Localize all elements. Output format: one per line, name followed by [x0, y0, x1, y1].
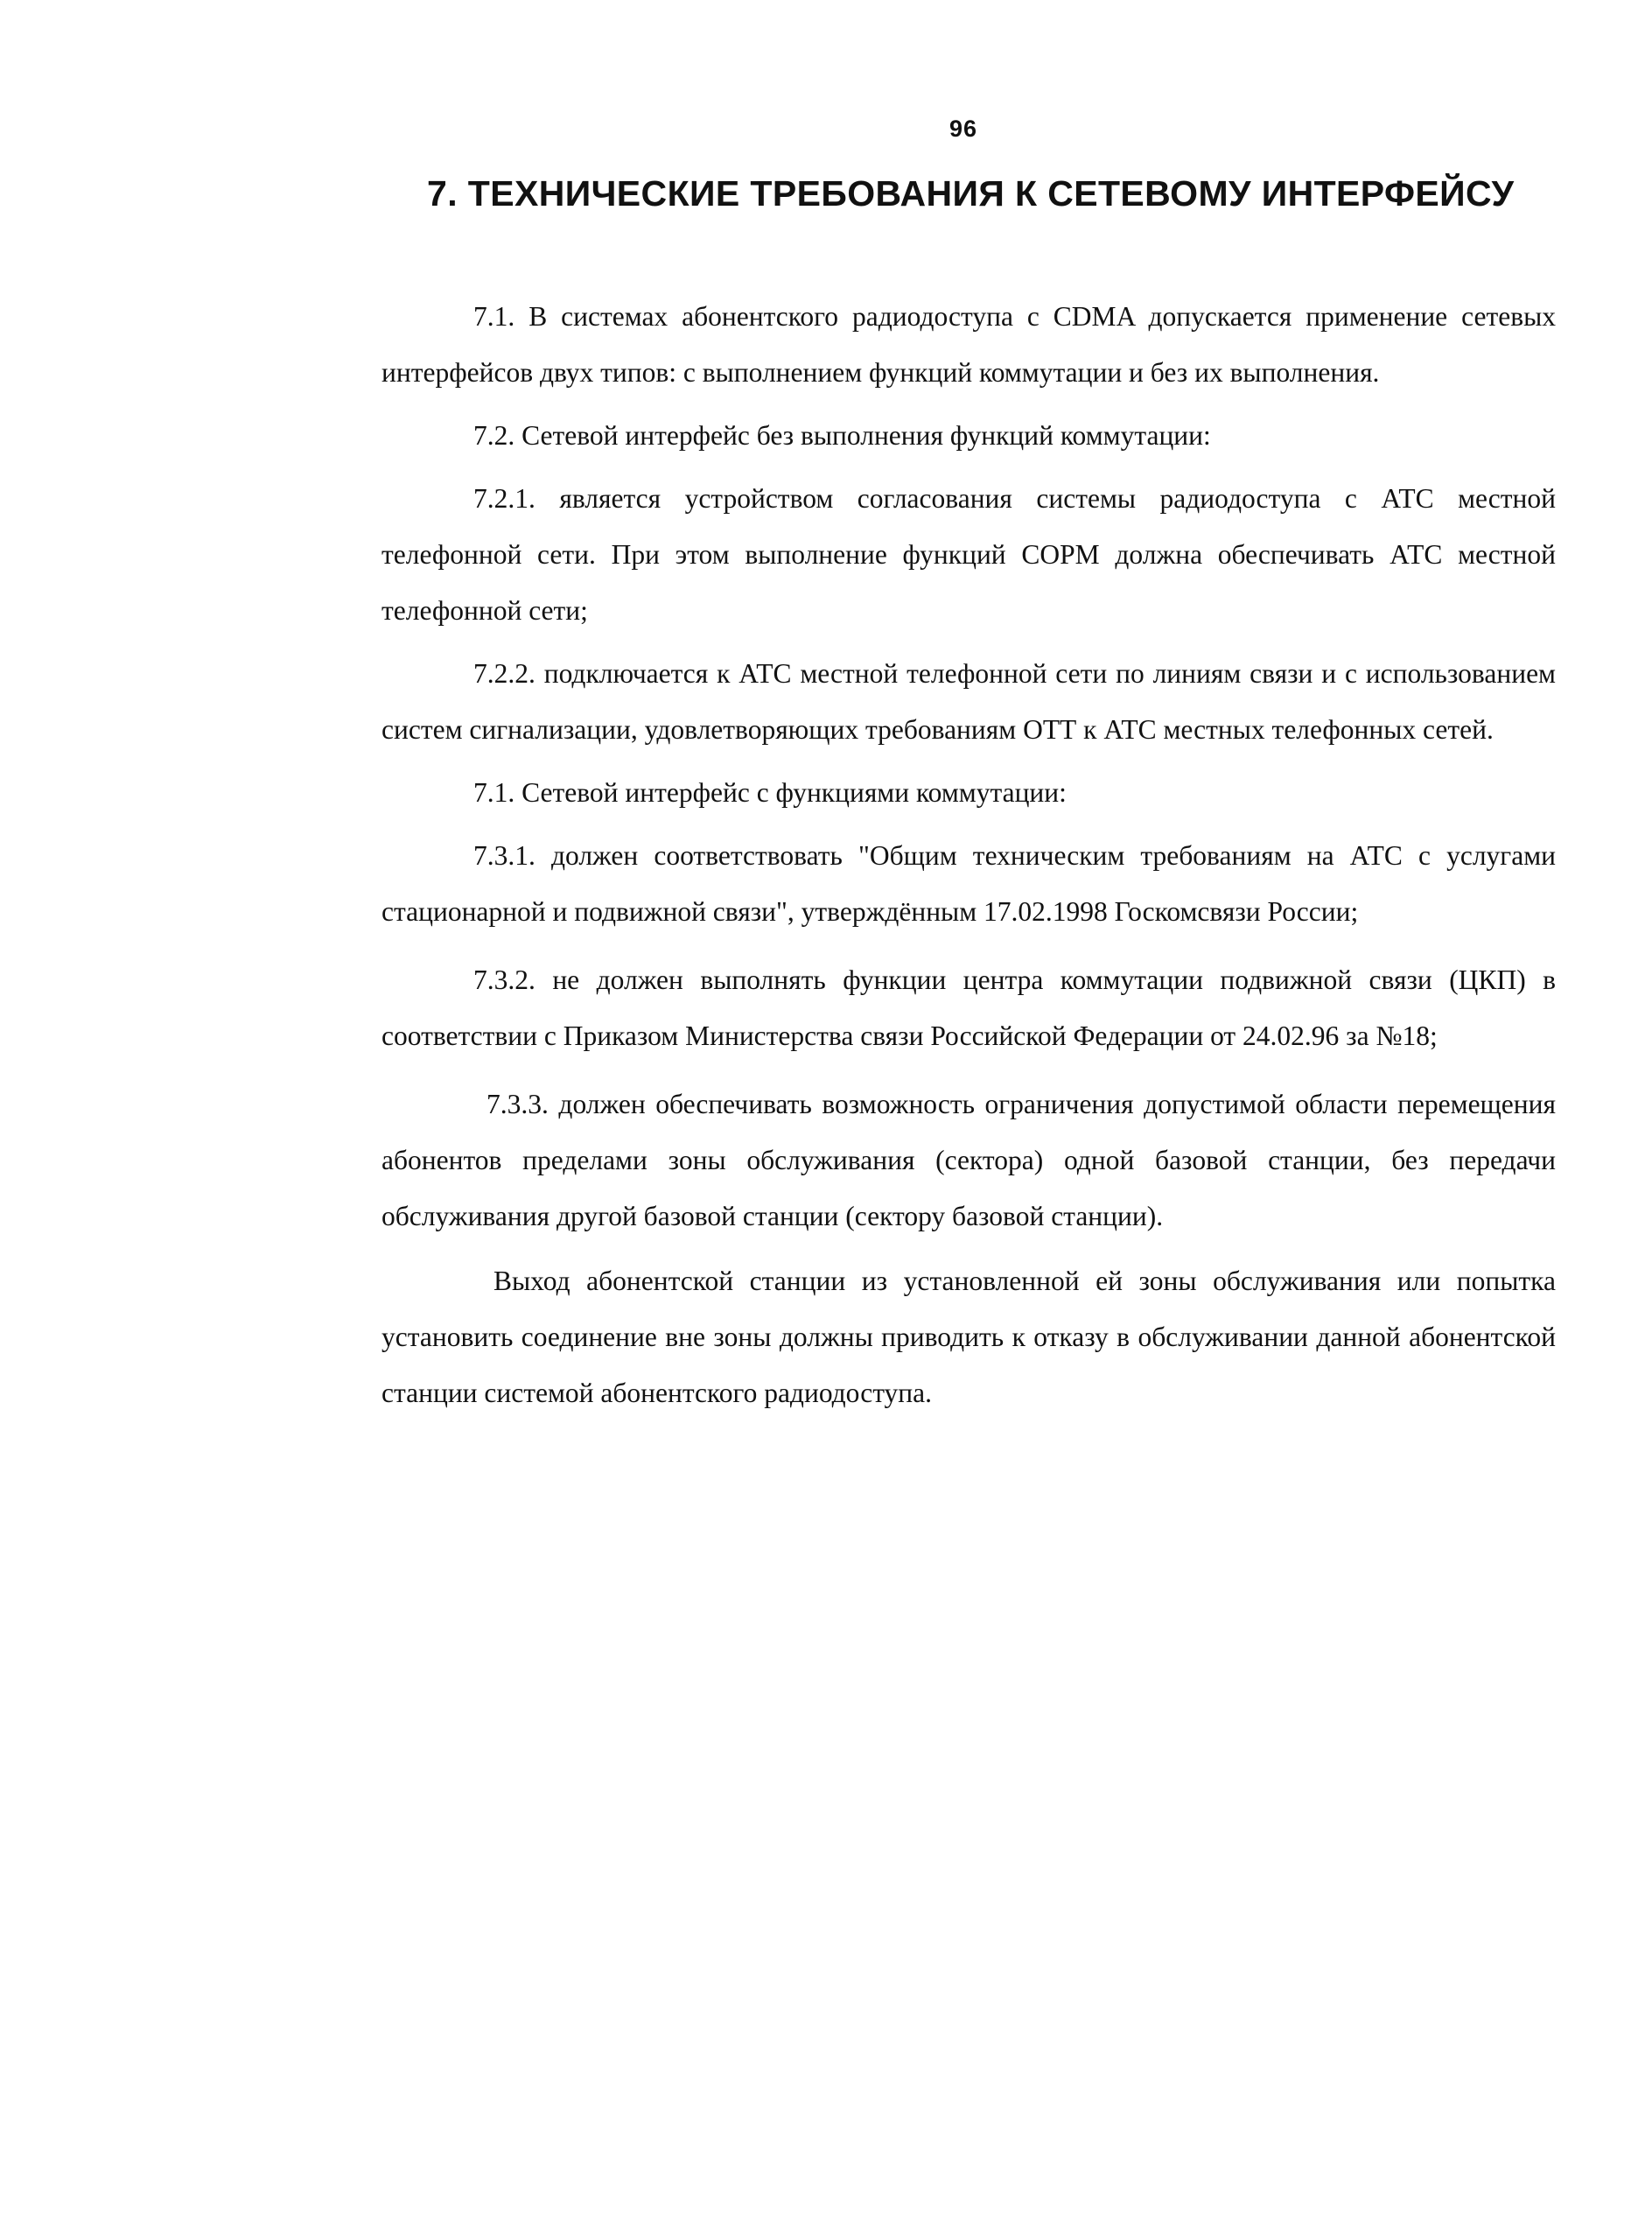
- section-heading: 7. ТЕХНИЧЕСКИЕ ТРЕБОВАНИЯ К СЕТЕВОМУ ИНТЕРФЕЙСУ: [427, 173, 1515, 214]
- page-number: 96: [949, 116, 978, 142]
- paragraph-closing: Выход абонентской станции из установленной ей зоны обслуживания или попытка установить соединение вне зоны должны приводить к отказу в обслуживании данной абонентской станции системой абонентского радиодоступа.: [382, 1266, 1556, 1408]
- paragraph-7-2: 7.2. Сетевой интерфейс без выполнения функций коммутации:: [473, 420, 1211, 451]
- paragraph-7-2-1: 7.2.1. является устройством согласования системы радиодоступа с АТС местной телефонной сети. При этом выполнение функций СОРМ должна обеспечивать АТС местной телефонной сети;: [382, 483, 1556, 626]
- paragraph-7-3-2: 7.3.2. не должен выполнять функции центра коммутации подвижной связи (ЦКП) в соответствии с Приказом Министерства связи Российской Федерации от 24.02.96 за №18;: [382, 964, 1556, 1051]
- paragraph-7-3-1: 7.3.1. должен соответствовать "Общим техническим требованиям на АТС с услугами стационарной и подвижной связи", утверждённым 17.02.1998 Госкомсвязи России;: [382, 840, 1556, 927]
- paragraph-7-3: 7.1. Сетевой интерфейс с функциями коммутации:: [473, 777, 1067, 808]
- paragraph-7-3-3: 7.3.3. должен обеспечивать возможность ограничения допустимой области перемещения абонентов пределами зоны обслуживания (сектора) одной базовой станции, без передачи обслуживания другой базовой станции (сектору базовой станции).: [382, 1089, 1556, 1231]
- document-body: [382, 289, 1556, 1421]
- paragraph-7-2-2: 7.2.2. подключается к АТС местной телефонной сети по линиям связи и с использованием систем сигнализации, удовлетворяющих требованиям ОТТ к АТС местных телефонных сетей.: [382, 658, 1556, 745]
- paragraph-7-1: 7.1. В системах абонентского радиодоступа с CDMA допускается применение сетевых интерфейсов двух типов: с выполнением функций коммутации и без их выполнения.: [382, 301, 1556, 388]
